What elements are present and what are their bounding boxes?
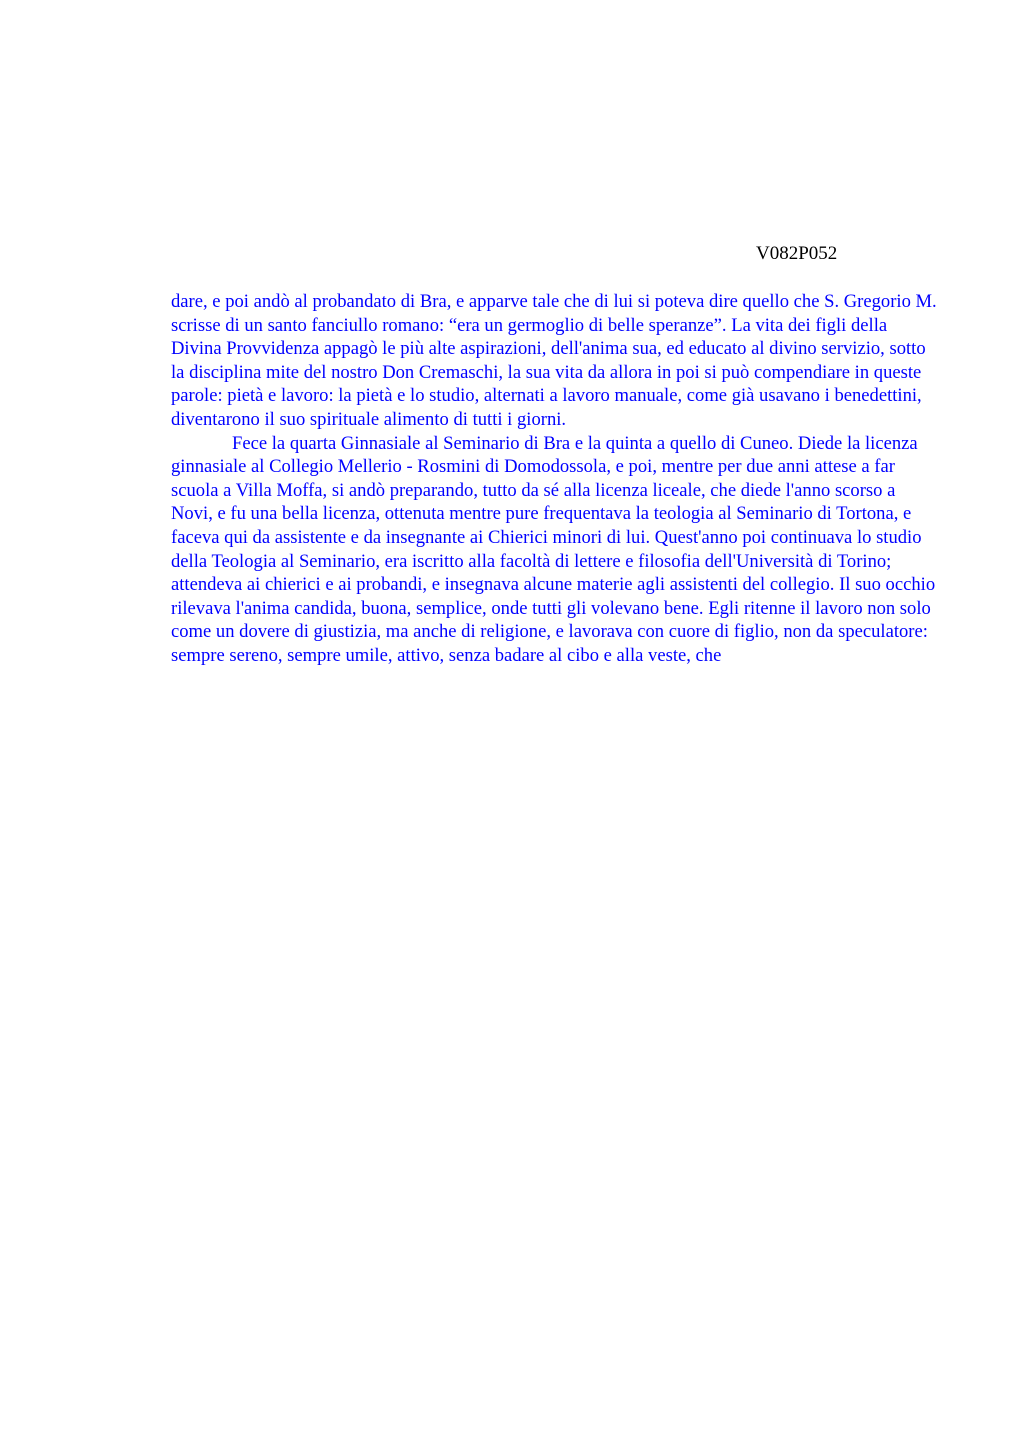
paragraph-2: Fece la quarta Ginnasiale al Seminario di Bra e la quinta a quello di Cuneo. Diede la licenza ginnasiale al Collegio Mellerio - Rosmini di Domodossola, e poi, mentre per due anni attese a far scuola a Villa Moffa, si andò preparando, tutto da sé alla licenza liceale, che diede l'anno scorso a Novi, e fu una bella licenza, ottenuta mentre pure frequentava la teologia al Seminario di Tortona, e faceva qui da assistente e da insegnante ai Chierici minori di lui. Quest'anno poi continuava lo studio della Teologia al Seminario, era iscritto alla facoltà di lettere e filosofia dell'Università di Torino; attendeva ai chierici e ai probandi, e insegnava alcune materie agli assistenti del collegio. Il suo occhio rilevava l'anima candida, buona, semplice, onde tutti gli volevano bene. Egli ritenne il lavoro non solo come un dovere di giustizia, ma anche di religione, e lavorava con cuore di figlio, non da speculatore: sempre sereno, sempre umile, attivo, senza badare al cibo e alla veste, che (171, 432, 936, 666)
paragraph-1: dare, e poi andò al probandato di Bra, e apparve tale che di lui si poteva dire quello che S. Gregorio M. scrisse di un santo fanciullo romano: “era un germoglio di belle speranze”. La vita dei figli della Divina Provvidenza appagò le più alte aspirazioni, dell'anima sua, ed educato al divino servizio, sotto la disciplina mite del nostro Don Cremaschi, la sua vita da allora in poi si può compendiare in queste parole: pietà e lavoro: la pietà e lo studio, alternati a lavoro manuale, come già usavano i benedettini, diventarono il suo spirituale alimento di tutti i giorni. (171, 291, 937, 430)
body-text (171, 290, 941, 668)
page-identifier: V082P052 (756, 243, 838, 264)
